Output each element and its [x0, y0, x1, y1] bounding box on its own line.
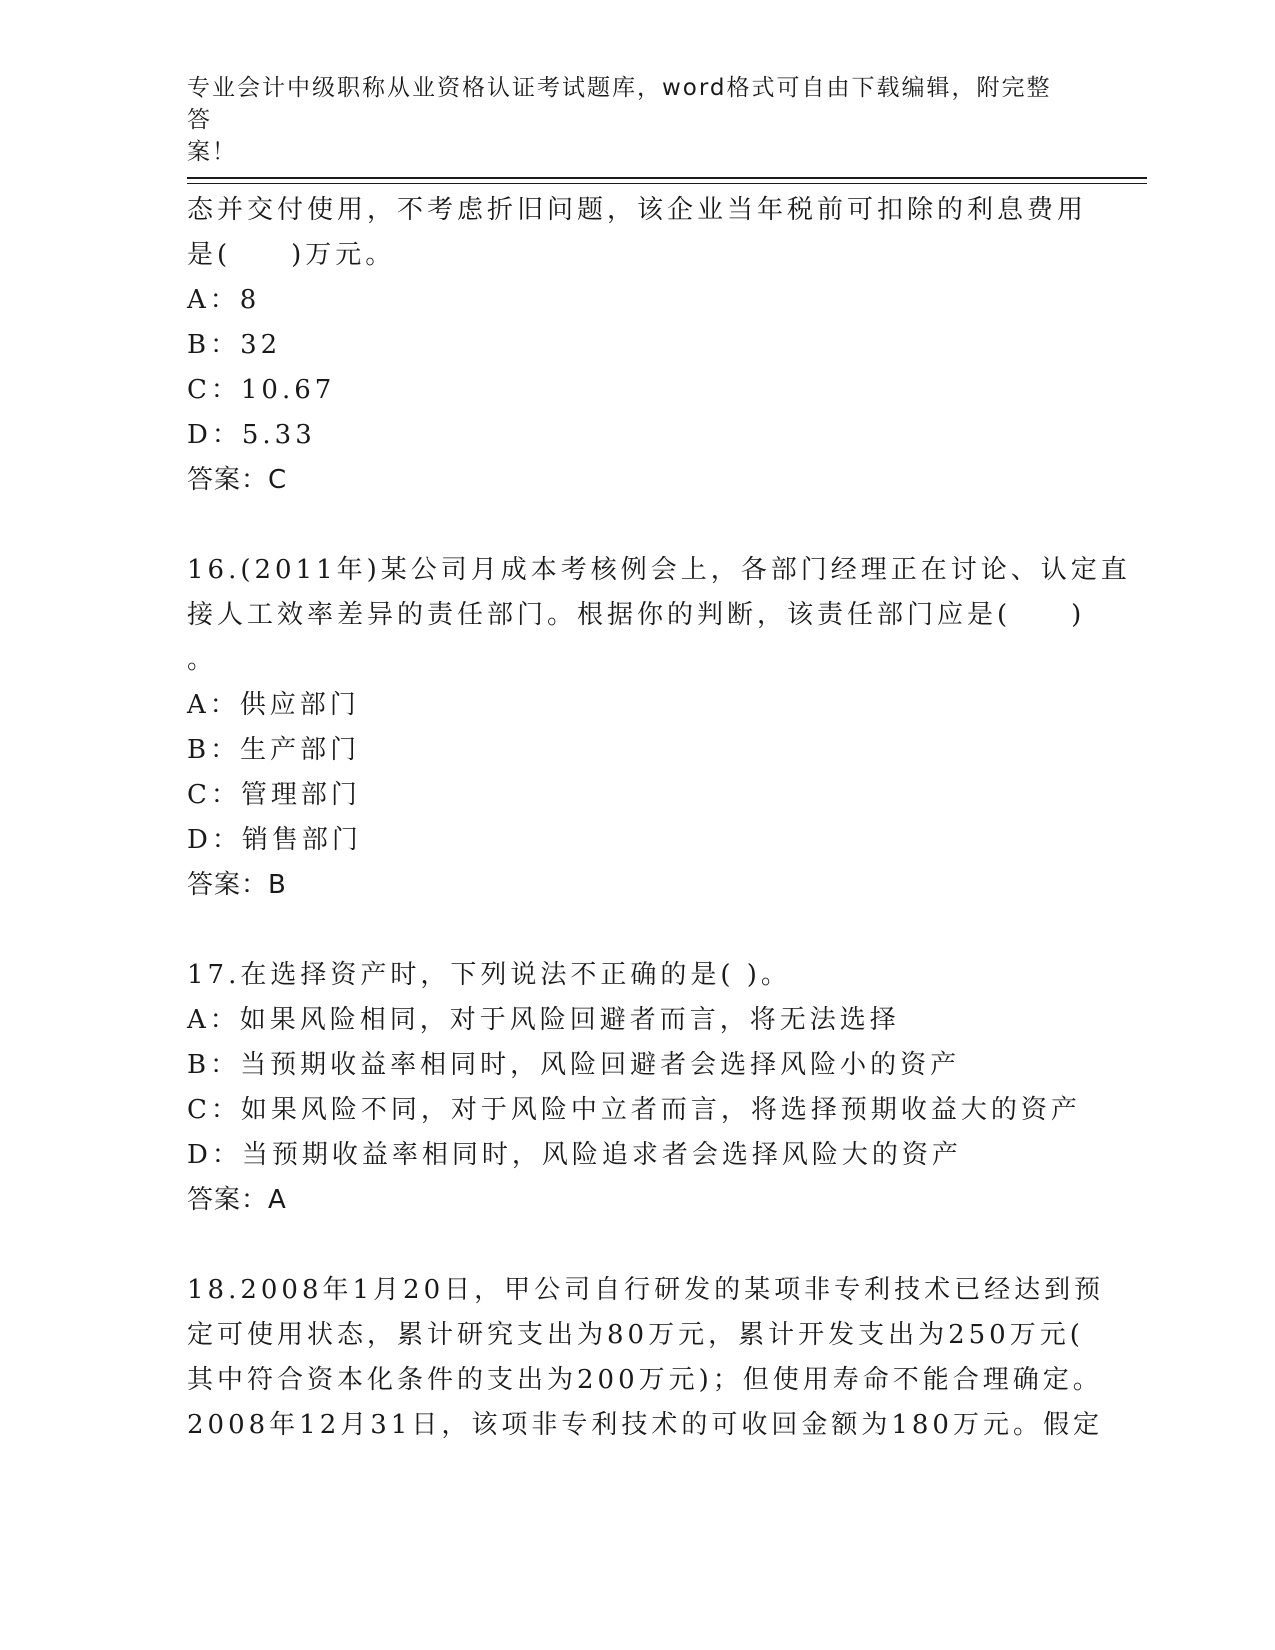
spacer [187, 908, 1087, 953]
spacer [187, 503, 1087, 548]
question-stem-line: 态并交付使用，不考虑折旧问题，该企业当年税前可扣除的利息费用 [187, 195, 1088, 225]
page-header [187, 72, 1067, 168]
option-d: D：5.33 [187, 420, 316, 450]
option-b: B：当预期收益率相同时，风险回避者会选择风险小的资产 [187, 1050, 961, 1080]
question-stem-line: 。 [187, 645, 218, 675]
question-content [187, 188, 1131, 1448]
question-stem-line: 17.在选择资产时，下列说法不正确的是( )。 [187, 960, 791, 990]
question-18 [187, 1268, 1105, 1448]
header-line-2: 案！ [187, 139, 237, 165]
question-stem-line: 18.2008年1月20日，甲公司自行研发的某项非专利技术已经达到预 [187, 1275, 1105, 1305]
question-stem-line: 是( )万元。 [187, 240, 396, 270]
question-stem-line: 定可使用状态，累计研究支出为80万元，累计开发支出为250万元( [187, 1320, 1084, 1350]
question-stem-line: 16.(2011年)某公司月成本考核例会上，各部门经理正在讨论、认定直 [187, 555, 1131, 585]
option-a: A：如果风险相同，对于风险回避者而言，将无法选择 [187, 1005, 900, 1035]
header-rule-thick [187, 177, 1147, 179]
option-c: C：10.67 [187, 375, 336, 405]
option-c: C：管理部门 [187, 780, 361, 810]
header-line-1: 专业会计中级职称从业资格认证考试题库，word格式可自由下载编辑，附完整答 [187, 75, 1052, 133]
option-b: B：生产部门 [187, 735, 361, 765]
question-stem-line: 接人工效率差异的责任部门。根据你的判断，该责任部门应是( ) [187, 600, 1086, 630]
option-b: B：32 [187, 330, 282, 360]
spacer [187, 1223, 1087, 1268]
answer-line: 答案：C [187, 465, 288, 495]
option-d: D：当预期收益率相同时，风险追求者会选择风险大的资产 [187, 1140, 962, 1170]
option-a: A：8 [187, 285, 261, 315]
header-rule-thin [187, 183, 1147, 184]
question-17 [187, 953, 1087, 1223]
option-d: D：销售部门 [187, 825, 362, 855]
option-a: A：供应部门 [187, 690, 360, 720]
question-stem-line: 其中符合资本化条件的支出为200万元)；但使用寿命不能合理确定。 [187, 1365, 1103, 1395]
answer-line: 答案：B [187, 870, 287, 900]
question-stem-line: 2008年12月31日，该项非专利技术的可收回金额为180万元。假定 [187, 1410, 1103, 1440]
question-15 [187, 188, 1087, 503]
answer-line: 答案：A [187, 1185, 287, 1215]
option-c: C：如果风险不同，对于风险中立者而言，将选择预期收益大的资产 [187, 1095, 1081, 1125]
question-16 [187, 548, 1131, 908]
